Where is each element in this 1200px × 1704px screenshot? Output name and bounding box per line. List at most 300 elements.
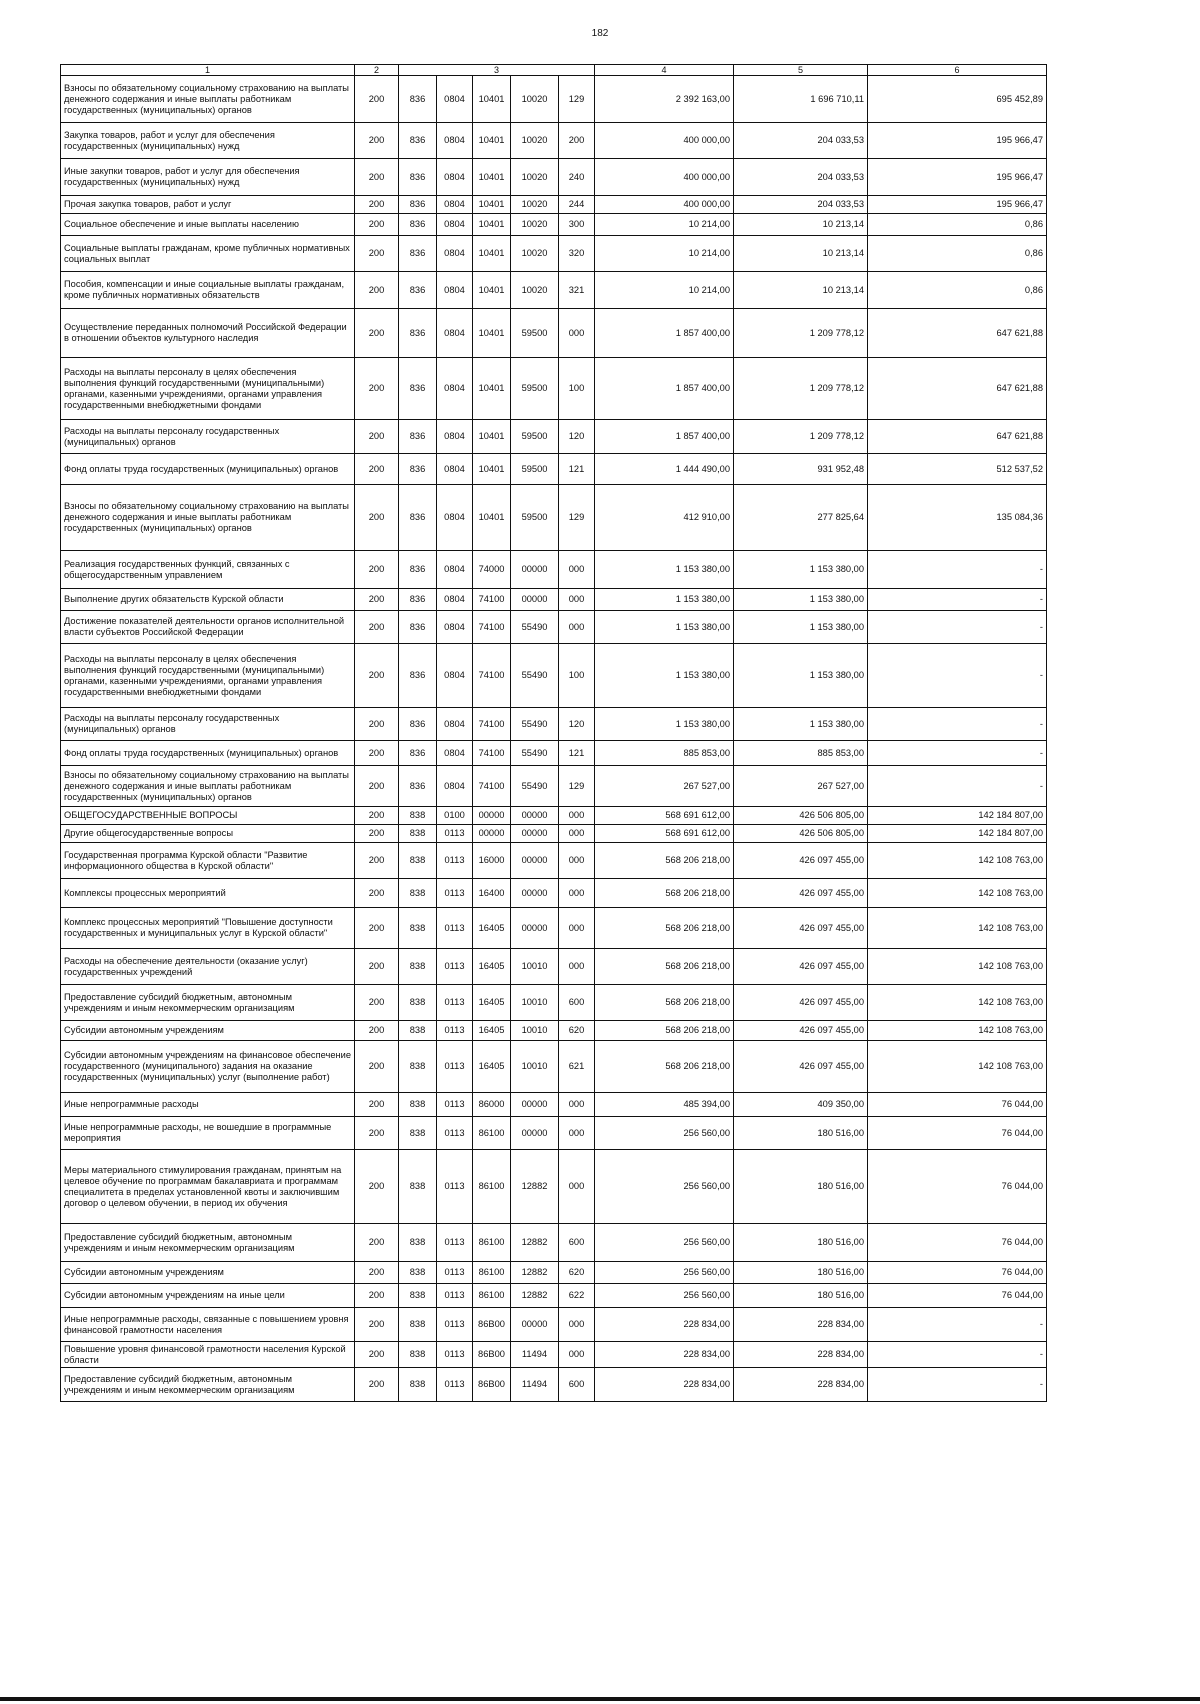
amount-cell: 568 206 218,00 (595, 879, 734, 908)
row-name: Взносы по обязательному социальному страхованию на выплаты денежного содержания и иные выплаты работникам государственных (муниципальных) органов (61, 766, 355, 807)
table-row (61, 949, 1047, 985)
code-cell: 00000 (511, 1117, 559, 1150)
amount-cell: 1 153 380,00 (734, 551, 868, 589)
code-cell: 200 (355, 589, 399, 611)
amount-cell: - (868, 589, 1047, 611)
amount-cell: 180 516,00 (734, 1284, 868, 1308)
amount-cell: 1 153 380,00 (734, 708, 868, 741)
amount-cell: 76 044,00 (868, 1150, 1047, 1224)
amount-cell: 1 153 380,00 (595, 611, 734, 644)
row-name: Иные непрограммные расходы, не вошедшие в программные мероприятия (61, 1117, 355, 1150)
table-row (61, 1150, 1047, 1224)
code-cell: 00000 (511, 908, 559, 949)
code-cell: 120 (559, 708, 595, 741)
amount-cell: - (868, 1342, 1047, 1368)
table-row (61, 879, 1047, 908)
code-cell: 74100 (473, 741, 511, 766)
amount-cell: 204 033,53 (734, 159, 868, 196)
code-cell: 200 (355, 949, 399, 985)
page-number: 182 (591, 28, 609, 39)
code-cell: 200 (355, 1021, 399, 1041)
code-cell: 10401 (473, 123, 511, 159)
code-cell: 000 (559, 1093, 595, 1117)
code-cell: 0113 (437, 1368, 473, 1402)
amount-cell: 10 214,00 (595, 272, 734, 309)
column-header: 1 (61, 65, 355, 76)
code-cell: 836 (399, 454, 437, 485)
amount-cell: 647 621,88 (868, 309, 1047, 358)
amount-cell: 1 153 380,00 (595, 589, 734, 611)
amount-cell: 426 097 455,00 (734, 985, 868, 1021)
amount-cell: 1 153 380,00 (595, 551, 734, 589)
amount-cell: 142 108 763,00 (868, 879, 1047, 908)
code-cell: 620 (559, 1262, 595, 1284)
code-cell: 838 (399, 825, 437, 843)
code-cell: 86000 (473, 1093, 511, 1117)
code-cell: 200 (355, 358, 399, 420)
code-cell: 10401 (473, 309, 511, 358)
table-row (61, 1368, 1047, 1402)
code-cell: 00000 (511, 843, 559, 879)
table-row (61, 214, 1047, 236)
table-row (61, 741, 1047, 766)
code-cell: 16405 (473, 949, 511, 985)
code-cell: 836 (399, 420, 437, 454)
row-name: Закупка товаров, работ и услуг для обеспечения государственных (муниципальных) нужд (61, 123, 355, 159)
code-cell: 12882 (511, 1150, 559, 1224)
amount-cell: 931 952,48 (734, 454, 868, 485)
code-cell: 838 (399, 1117, 437, 1150)
code-cell: 0100 (437, 807, 473, 825)
amount-cell: 142 108 763,00 (868, 908, 1047, 949)
code-cell: 59500 (511, 420, 559, 454)
amount-cell: 142 108 763,00 (868, 843, 1047, 879)
code-cell: 0804 (437, 589, 473, 611)
code-cell: 120 (559, 420, 595, 454)
table-body (61, 76, 1047, 1402)
code-cell: 000 (559, 807, 595, 825)
code-cell: 11494 (511, 1342, 559, 1368)
code-cell: 121 (559, 454, 595, 485)
code-cell: 838 (399, 1262, 437, 1284)
code-cell: 10010 (511, 985, 559, 1021)
code-cell: 838 (399, 1368, 437, 1402)
code-cell: 200 (355, 272, 399, 309)
code-cell: 836 (399, 485, 437, 551)
amount-cell: 1 696 710,11 (734, 76, 868, 123)
code-cell: 0804 (437, 358, 473, 420)
row-name: Расходы на выплаты персоналу в целях обеспечения выполнения функций государственными (муниципальными) органами, казенными учреждениями, органами управления государственными внебюджетными фондами (61, 644, 355, 708)
amount-cell: 568 691 612,00 (595, 825, 734, 843)
code-cell: 200 (355, 309, 399, 358)
code-cell: 200 (355, 985, 399, 1021)
code-cell: 0804 (437, 420, 473, 454)
code-cell: 0113 (437, 1342, 473, 1368)
amount-cell: 10 214,00 (595, 236, 734, 272)
table-header (61, 65, 1047, 76)
code-cell: 836 (399, 123, 437, 159)
table-row (61, 196, 1047, 214)
amount-cell: 1 857 400,00 (595, 309, 734, 358)
code-cell: 200 (355, 879, 399, 908)
code-cell: 838 (399, 1041, 437, 1093)
code-cell: 74100 (473, 708, 511, 741)
code-cell: 200 (355, 807, 399, 825)
code-cell: 74100 (473, 589, 511, 611)
table-row (61, 551, 1047, 589)
table-row (61, 76, 1047, 123)
row-name: Предоставление субсидий бюджетным, автономным учреждениям и иным некоммерческим организациям (61, 1224, 355, 1262)
table-row (61, 611, 1047, 644)
code-cell: 836 (399, 196, 437, 214)
row-name: Субсидии автономным учреждениям (61, 1262, 355, 1284)
code-cell: 200 (355, 420, 399, 454)
code-cell: 00000 (511, 1093, 559, 1117)
code-cell: 600 (559, 1224, 595, 1262)
code-cell: 55490 (511, 741, 559, 766)
code-cell: 0113 (437, 1021, 473, 1041)
amount-cell: 195 966,47 (868, 196, 1047, 214)
code-cell: 200 (355, 1093, 399, 1117)
row-name: Субсидии автономным учреждениям на финансовое обеспечение государственного (муниципального) задания на оказание государственных (муниципальных) услуг (выполнение работ) (61, 1041, 355, 1093)
amount-cell: 10 214,00 (595, 214, 734, 236)
code-cell: 59500 (511, 454, 559, 485)
amount-cell: - (868, 1368, 1047, 1402)
code-cell: 000 (559, 611, 595, 644)
code-cell: 200 (355, 1262, 399, 1284)
amount-cell: 228 834,00 (734, 1308, 868, 1342)
code-cell: 838 (399, 1093, 437, 1117)
code-cell: 000 (559, 843, 595, 879)
amount-cell: 76 044,00 (868, 1093, 1047, 1117)
column-header: 6 (868, 65, 1047, 76)
amount-cell: 1 153 380,00 (734, 589, 868, 611)
code-cell: 600 (559, 1368, 595, 1402)
code-cell: 836 (399, 236, 437, 272)
code-cell: 0113 (437, 1308, 473, 1342)
row-name: Иные непрограммные расходы, связанные с повышением уровня финансовой грамотности населения (61, 1308, 355, 1342)
table-row (61, 1284, 1047, 1308)
code-cell: 16405 (473, 1021, 511, 1041)
amount-cell: 256 560,00 (595, 1262, 734, 1284)
row-name: Выполнение других обязательств Курской области (61, 589, 355, 611)
code-cell: 0113 (437, 1041, 473, 1093)
amount-cell: 228 834,00 (734, 1368, 868, 1402)
code-cell: 200 (355, 708, 399, 741)
code-cell: 0113 (437, 825, 473, 843)
code-cell: 0804 (437, 196, 473, 214)
table-row (61, 1021, 1047, 1041)
amount-cell: 256 560,00 (595, 1224, 734, 1262)
amount-cell: 426 097 455,00 (734, 879, 868, 908)
code-cell: 55490 (511, 611, 559, 644)
code-cell: 0804 (437, 551, 473, 589)
code-cell: 200 (355, 843, 399, 879)
code-cell: 836 (399, 708, 437, 741)
code-cell: 320 (559, 236, 595, 272)
code-cell: 55490 (511, 644, 559, 708)
code-cell: 0804 (437, 309, 473, 358)
amount-cell: 400 000,00 (595, 123, 734, 159)
code-cell: 000 (559, 1342, 595, 1368)
code-cell: 836 (399, 76, 437, 123)
row-name: Комплексы процессных мероприятий (61, 879, 355, 908)
code-cell: 0113 (437, 1262, 473, 1284)
code-cell: 0804 (437, 485, 473, 551)
code-cell: 0804 (437, 766, 473, 807)
amount-cell: 76 044,00 (868, 1262, 1047, 1284)
row-name: Комплекс процессных мероприятий "Повышение доступности государственных и муниципальных услуг в Курской области" (61, 908, 355, 949)
amount-cell: 426 097 455,00 (734, 1041, 868, 1093)
table-row (61, 358, 1047, 420)
code-cell: 836 (399, 766, 437, 807)
code-cell: 200 (355, 485, 399, 551)
code-cell: 838 (399, 1224, 437, 1262)
amount-cell: 76 044,00 (868, 1284, 1047, 1308)
code-cell: 838 (399, 1342, 437, 1368)
amount-cell: 1 153 380,00 (595, 708, 734, 741)
code-cell: 836 (399, 214, 437, 236)
code-cell: 0113 (437, 879, 473, 908)
table-row (61, 1308, 1047, 1342)
code-cell: 100 (559, 644, 595, 708)
table-row (61, 807, 1047, 825)
code-cell: 000 (559, 1308, 595, 1342)
code-cell: 10401 (473, 236, 511, 272)
table-row (61, 272, 1047, 309)
code-cell: 620 (559, 1021, 595, 1041)
amount-cell: 142 184 807,00 (868, 825, 1047, 843)
amount-cell: 568 206 218,00 (595, 843, 734, 879)
table-row (61, 454, 1047, 485)
code-cell: 000 (559, 908, 595, 949)
code-cell: 00000 (511, 589, 559, 611)
code-cell: 0804 (437, 272, 473, 309)
code-cell: 10401 (473, 358, 511, 420)
column-header: 5 (734, 65, 868, 76)
amount-cell: 512 537,52 (868, 454, 1047, 485)
code-cell: 621 (559, 1041, 595, 1093)
amount-cell: 1 209 778,12 (734, 358, 868, 420)
amount-cell: 568 206 218,00 (595, 908, 734, 949)
table-row (61, 1224, 1047, 1262)
code-cell: 000 (559, 551, 595, 589)
code-cell: 74100 (473, 611, 511, 644)
row-name: Осуществление переданных полномочий Российской Федерации в отношении объектов культурного наследия (61, 309, 355, 358)
code-cell: 10401 (473, 76, 511, 123)
code-cell: 200 (355, 825, 399, 843)
code-cell: 200 (355, 551, 399, 589)
code-cell: 321 (559, 272, 595, 309)
amount-cell: 400 000,00 (595, 159, 734, 196)
code-cell: 200 (355, 611, 399, 644)
row-name: Взносы по обязательному социальному страхованию на выплаты денежного содержания и иные выплаты работникам государственных (муниципальных) органов (61, 485, 355, 551)
code-cell: 16400 (473, 879, 511, 908)
amount-cell: 142 108 763,00 (868, 985, 1047, 1021)
amount-cell: 195 966,47 (868, 123, 1047, 159)
amount-cell: 267 527,00 (595, 766, 734, 807)
amount-cell: 426 097 455,00 (734, 949, 868, 985)
table-row (61, 825, 1047, 843)
code-cell: 0113 (437, 1150, 473, 1224)
code-cell: 200 (355, 644, 399, 708)
amount-cell: 426 506 805,00 (734, 825, 868, 843)
table-row (61, 708, 1047, 741)
amount-cell: 228 834,00 (595, 1308, 734, 1342)
code-cell: 16405 (473, 985, 511, 1021)
row-name: ОБЩЕГОСУДАРСТВЕННЫЕ ВОПРОСЫ (61, 807, 355, 825)
table-row (61, 644, 1047, 708)
code-cell: 300 (559, 214, 595, 236)
code-cell: 200 (355, 196, 399, 214)
amount-cell: 142 184 807,00 (868, 807, 1047, 825)
table-row (61, 123, 1047, 159)
code-cell: 00000 (511, 807, 559, 825)
code-cell: 86100 (473, 1224, 511, 1262)
code-cell: 200 (355, 123, 399, 159)
amount-cell: 256 560,00 (595, 1284, 734, 1308)
code-cell: 838 (399, 1150, 437, 1224)
code-cell: 200 (355, 1284, 399, 1308)
amount-cell: - (868, 708, 1047, 741)
code-cell: 000 (559, 879, 595, 908)
code-cell: 10020 (511, 159, 559, 196)
amount-cell: 2 392 163,00 (595, 76, 734, 123)
amount-cell: 568 206 218,00 (595, 1021, 734, 1041)
row-name: Достижение показателей деятельности органов исполнительной власти субъектов Российской Федерации (61, 611, 355, 644)
code-cell: 10020 (511, 272, 559, 309)
code-cell: 838 (399, 985, 437, 1021)
code-cell: 86100 (473, 1262, 511, 1284)
code-cell: 000 (559, 1150, 595, 1224)
amount-cell: 485 394,00 (595, 1093, 734, 1117)
table-row (61, 1041, 1047, 1093)
code-cell: 74100 (473, 644, 511, 708)
amount-cell: 568 206 218,00 (595, 949, 734, 985)
code-cell: 622 (559, 1284, 595, 1308)
code-cell: 244 (559, 196, 595, 214)
column-header: 4 (595, 65, 734, 76)
code-cell: 86В00 (473, 1368, 511, 1402)
amount-cell: 267 527,00 (734, 766, 868, 807)
code-cell: 0113 (437, 985, 473, 1021)
amount-cell: 885 853,00 (734, 741, 868, 766)
code-cell: 11494 (511, 1368, 559, 1402)
code-cell: 10020 (511, 76, 559, 123)
amount-cell: 885 853,00 (595, 741, 734, 766)
amount-cell: 426 097 455,00 (734, 843, 868, 879)
amount-cell: 1 153 380,00 (595, 644, 734, 708)
code-cell: 200 (355, 766, 399, 807)
code-cell: 838 (399, 807, 437, 825)
code-cell: 838 (399, 1284, 437, 1308)
code-cell: 200 (355, 1308, 399, 1342)
code-cell: 0804 (437, 644, 473, 708)
code-cell: 836 (399, 741, 437, 766)
code-cell: 200 (355, 741, 399, 766)
amount-cell: 142 108 763,00 (868, 1021, 1047, 1041)
code-cell: 0804 (437, 214, 473, 236)
code-cell: 129 (559, 485, 595, 551)
amount-cell: 142 108 763,00 (868, 949, 1047, 985)
code-cell: 0113 (437, 1284, 473, 1308)
code-cell: 836 (399, 159, 437, 196)
code-cell: 12882 (511, 1262, 559, 1284)
amount-cell: 204 033,53 (734, 123, 868, 159)
row-name: Социальные выплаты гражданам, кроме публичных нормативных социальных выплат (61, 236, 355, 272)
code-cell: 838 (399, 908, 437, 949)
amount-cell: 426 506 805,00 (734, 807, 868, 825)
row-name: Расходы на выплаты персоналу в целях обеспечения выполнения функций государственными (муниципальными) органами, казенными учреждениями, органами управления государственными внебюджетными фондами (61, 358, 355, 420)
amount-cell: 228 834,00 (595, 1368, 734, 1402)
code-cell: 836 (399, 644, 437, 708)
code-cell: 12882 (511, 1224, 559, 1262)
amount-cell: 647 621,88 (868, 420, 1047, 454)
amount-cell: 256 560,00 (595, 1117, 734, 1150)
amount-cell: 409 350,00 (734, 1093, 868, 1117)
amount-cell: 1 153 380,00 (734, 644, 868, 708)
code-cell: 16405 (473, 908, 511, 949)
amount-cell: 647 621,88 (868, 358, 1047, 420)
amount-cell: 1 209 778,12 (734, 309, 868, 358)
code-cell: 129 (559, 766, 595, 807)
code-cell: 200 (355, 214, 399, 236)
amount-cell: 0,86 (868, 272, 1047, 309)
code-cell: 00000 (473, 807, 511, 825)
amount-cell: 204 033,53 (734, 196, 868, 214)
code-cell: 0804 (437, 236, 473, 272)
code-cell: 86100 (473, 1284, 511, 1308)
row-name: Меры материального стимулирования гражданам, принятым на целевое обучение по программам бакалавриата и программам специалитета в пределах установленной квоты и заключившим договор о целевом обучении, в период их обучения (61, 1150, 355, 1224)
budget-table (60, 64, 1047, 1402)
row-name: Государственная программа Курской области "Развитие информационного общества в Курской области" (61, 843, 355, 879)
code-cell: 0804 (437, 611, 473, 644)
code-cell: 0804 (437, 123, 473, 159)
table-row (61, 985, 1047, 1021)
amount-cell: 256 560,00 (595, 1150, 734, 1224)
table-row (61, 843, 1047, 879)
column-header: 2 (355, 65, 399, 76)
code-cell: 10401 (473, 454, 511, 485)
code-cell: 100 (559, 358, 595, 420)
amount-cell: 180 516,00 (734, 1150, 868, 1224)
row-name: Предоставление субсидий бюджетным, автономным учреждениям и иным некоммерческим организациям (61, 985, 355, 1021)
code-cell: 0113 (437, 843, 473, 879)
amount-cell: 400 000,00 (595, 196, 734, 214)
code-cell: 10401 (473, 159, 511, 196)
code-cell: 836 (399, 358, 437, 420)
amount-cell: 1 857 400,00 (595, 358, 734, 420)
row-name: Предоставление субсидий бюджетным, автономным учреждениям и иным некоммерческим организациям (61, 1368, 355, 1402)
row-name: Реализация государственных функций, связанных с общегосударственным управлением (61, 551, 355, 589)
amount-cell: 568 206 218,00 (595, 985, 734, 1021)
amount-cell: 135 084,36 (868, 485, 1047, 551)
amount-cell: 195 966,47 (868, 159, 1047, 196)
code-cell: 000 (559, 949, 595, 985)
amount-cell: 180 516,00 (734, 1224, 868, 1262)
amount-cell: - (868, 551, 1047, 589)
amount-cell: - (868, 766, 1047, 807)
code-cell: 10010 (511, 949, 559, 985)
code-cell: 200 (355, 1117, 399, 1150)
amount-cell: 76 044,00 (868, 1117, 1047, 1150)
code-cell: 55490 (511, 766, 559, 807)
row-name: Расходы на обеспечение деятельности (оказание услуг) государственных учреждений (61, 949, 355, 985)
code-cell: 0113 (437, 1093, 473, 1117)
row-name: Прочая закупка товаров, работ и услуг (61, 196, 355, 214)
code-cell: 836 (399, 551, 437, 589)
row-name: Расходы на выплаты персоналу государственных (муниципальных) органов (61, 708, 355, 741)
